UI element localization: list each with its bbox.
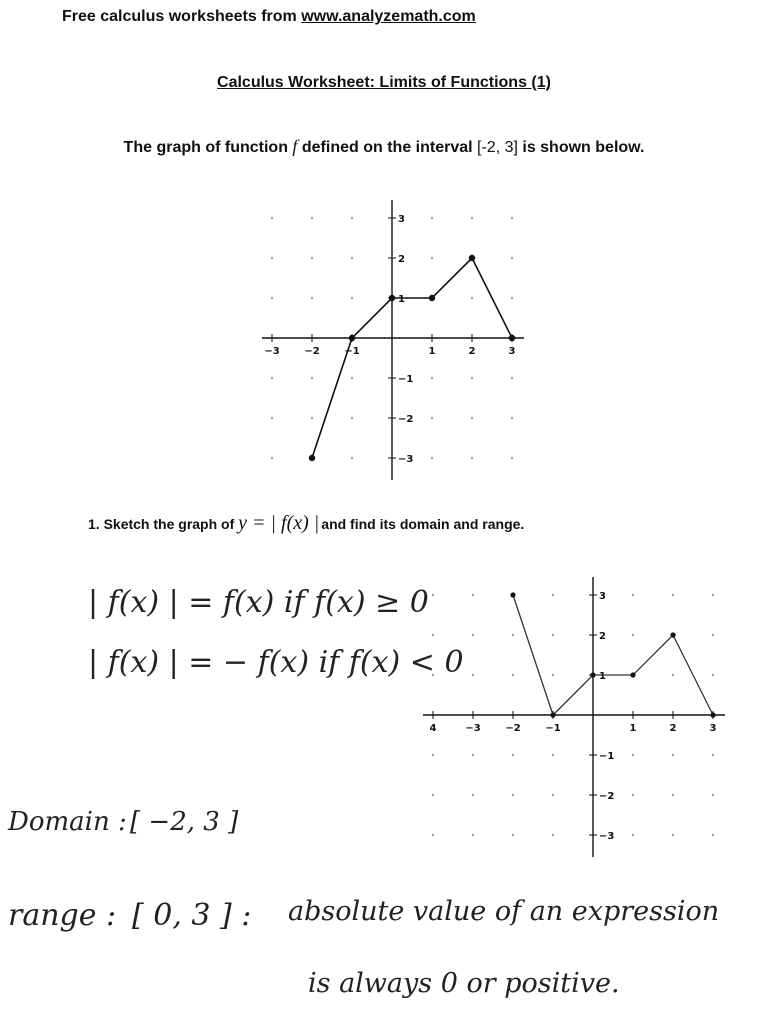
grid-dot xyxy=(511,377,513,379)
data-point xyxy=(429,295,435,301)
grid-dot xyxy=(632,754,634,756)
function-curve xyxy=(513,595,713,715)
x-tick-label: −2 xyxy=(304,346,320,357)
grid-dot xyxy=(271,457,273,459)
intro-part3: is shown below. xyxy=(517,139,645,156)
grid-dot xyxy=(672,674,674,676)
data-point xyxy=(710,712,715,717)
grid-dot xyxy=(432,794,434,796)
y-tick-label: 3 xyxy=(599,591,606,602)
worksheet-title: Calculus Worksheet: Limits of Functions (1) xyxy=(217,74,551,91)
y-tick-label: 2 xyxy=(398,254,405,265)
grid-dot xyxy=(432,634,434,636)
data-point xyxy=(630,672,635,677)
y-tick-label: −2 xyxy=(599,791,615,802)
hw-note2: is always 0 or positive. xyxy=(308,968,620,999)
data-point xyxy=(670,632,675,637)
x-tick-label: −1 xyxy=(545,723,561,734)
grid-dot xyxy=(552,754,554,756)
grid-dot xyxy=(712,634,714,636)
grid-dot xyxy=(632,834,634,836)
hw-note1: absolute value of an expression xyxy=(288,896,720,927)
graph-f xyxy=(240,190,540,490)
y-tick-label: 3 xyxy=(398,214,405,225)
grid-dot xyxy=(271,297,273,299)
grid-dot xyxy=(552,594,554,596)
grid-dot xyxy=(432,754,434,756)
x-tick-label: −3 xyxy=(465,723,481,734)
question-math: y = | f(x) | xyxy=(238,512,320,534)
grid-dot xyxy=(351,217,353,219)
grid-dot xyxy=(432,834,434,836)
data-point xyxy=(309,455,315,461)
grid-dot xyxy=(432,674,434,676)
grid-dot xyxy=(271,417,273,419)
grid-dot xyxy=(311,417,313,419)
grid-dot xyxy=(472,594,474,596)
y-tick-label: 1 xyxy=(398,294,405,305)
graph-abs-f xyxy=(420,575,740,855)
grid-dot xyxy=(552,674,554,676)
site-header xyxy=(62,8,476,26)
question-rest: and find its domain and range. xyxy=(321,516,525,532)
grid-dot xyxy=(271,257,273,259)
grid-dot xyxy=(712,834,714,836)
intro-interval: [-2, 3] xyxy=(477,139,518,156)
x-tick-label: 1 xyxy=(629,723,637,734)
grid-dot xyxy=(512,634,514,636)
grid-dot xyxy=(672,754,674,756)
grid-dot xyxy=(351,257,353,259)
grid-dot xyxy=(632,594,634,596)
grid-dot xyxy=(432,594,434,596)
grid-dot xyxy=(712,794,714,796)
grid-dot xyxy=(471,457,473,459)
x-tick-label: 3 xyxy=(508,346,516,357)
header-prefix: Free calculus worksheets from xyxy=(62,8,302,25)
intro-function: f xyxy=(292,136,298,156)
hw-line1: | f(x) | = f(x) if f(x) ≥ 0 xyxy=(88,585,429,620)
intro-part2: defined on the interval xyxy=(297,139,478,156)
x-tick-label: 1 xyxy=(428,346,436,357)
grid-dot xyxy=(472,834,474,836)
grid-dot xyxy=(712,594,714,596)
grid-dot xyxy=(471,297,473,299)
hw-range-label: range : xyxy=(8,898,117,933)
grid-dot xyxy=(512,674,514,676)
grid-dot xyxy=(632,794,634,796)
grid-dot xyxy=(351,417,353,419)
question-number: 1. xyxy=(88,516,100,532)
grid-dot xyxy=(351,297,353,299)
hw-domain-value: [ −2, 3 ] xyxy=(130,807,239,837)
hw-domain-label: Domain : xyxy=(8,807,127,837)
y-tick-label: −2 xyxy=(398,414,414,425)
data-point xyxy=(509,335,515,341)
grid-dot xyxy=(552,634,554,636)
grid-dot xyxy=(512,794,514,796)
grid-dot xyxy=(472,794,474,796)
grid-dot xyxy=(512,754,514,756)
x-tick-label: −2 xyxy=(505,723,521,734)
grid-dot xyxy=(472,754,474,756)
grid-dot xyxy=(311,217,313,219)
x-tick-label: −3 xyxy=(264,346,280,357)
y-tick-label: 1 xyxy=(599,671,606,682)
grid-dot xyxy=(351,377,353,379)
grid-dot xyxy=(311,377,313,379)
y-tick-label: −1 xyxy=(398,374,414,385)
function-curve xyxy=(312,258,512,458)
y-tick-label: 2 xyxy=(599,631,606,642)
grid-dot xyxy=(552,834,554,836)
y-tick-label: −1 xyxy=(599,751,615,762)
x-tick-label: 2 xyxy=(669,723,677,734)
grid-dot xyxy=(471,417,473,419)
grid-dot xyxy=(471,217,473,219)
grid-dot xyxy=(431,217,433,219)
intro-part1: The graph of function xyxy=(123,139,293,156)
grid-dot xyxy=(431,457,433,459)
x-tick-label: 4 xyxy=(429,723,437,734)
grid-dot xyxy=(431,417,433,419)
grid-dot xyxy=(672,834,674,836)
grid-dot xyxy=(511,297,513,299)
data-point xyxy=(389,295,395,301)
data-point xyxy=(510,592,515,597)
grid-dot xyxy=(351,457,353,459)
grid-dot xyxy=(712,674,714,676)
data-point xyxy=(349,335,355,341)
grid-dot xyxy=(712,754,714,756)
grid-dot xyxy=(511,417,513,419)
grid-dot xyxy=(672,594,674,596)
site-link[interactable]: www.analyzemath.com xyxy=(301,8,476,25)
hw-range-value: [ 0, 3 ] : xyxy=(132,898,252,933)
data-point xyxy=(590,672,595,677)
data-point xyxy=(469,255,475,261)
x-tick-label: −1 xyxy=(344,346,360,357)
y-tick-label: −3 xyxy=(398,454,414,465)
grid-dot xyxy=(511,457,513,459)
x-tick-label: 3 xyxy=(709,723,717,734)
grid-dot xyxy=(271,217,273,219)
grid-dot xyxy=(632,634,634,636)
grid-dot xyxy=(511,217,513,219)
data-point xyxy=(550,712,555,717)
grid-dot xyxy=(512,834,514,836)
question-text: Sketch the graph of xyxy=(103,516,235,532)
grid-dot xyxy=(311,257,313,259)
grid-dot xyxy=(672,794,674,796)
grid-dot xyxy=(311,297,313,299)
y-tick-label: −3 xyxy=(599,831,615,842)
intro-text xyxy=(0,136,768,157)
grid-dot xyxy=(552,794,554,796)
grid-dot xyxy=(471,377,473,379)
question-1 xyxy=(88,512,524,535)
grid-dot xyxy=(431,377,433,379)
grid-dot xyxy=(511,257,513,259)
grid-dot xyxy=(472,634,474,636)
x-tick-label: 2 xyxy=(468,346,476,357)
hw-line2: | f(x) | = − f(x) if f(x) < 0 xyxy=(88,645,464,680)
grid-dot xyxy=(472,674,474,676)
grid-dot xyxy=(431,257,433,259)
grid-dot xyxy=(271,377,273,379)
